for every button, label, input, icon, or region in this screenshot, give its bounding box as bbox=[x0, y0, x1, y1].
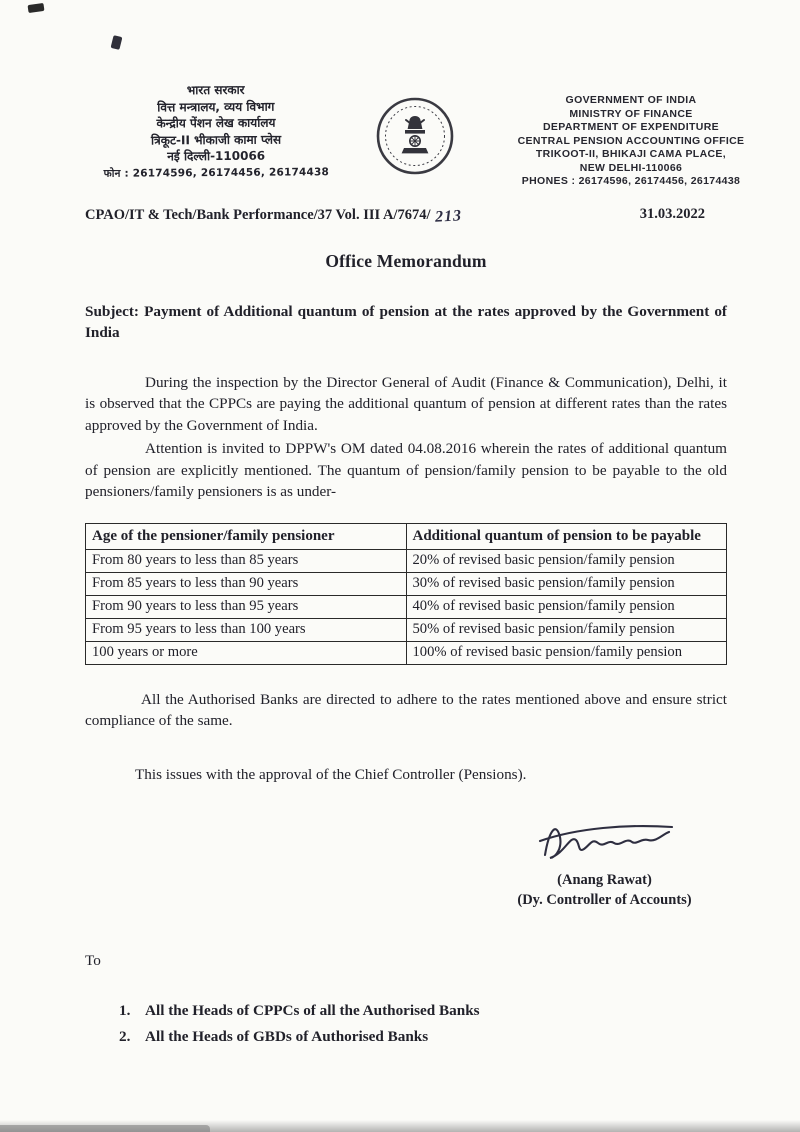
letterhead-hindi-block bbox=[92, 81, 341, 182]
pension-rates-table bbox=[85, 523, 727, 665]
english-line: PHONES : 26174596, 26174456, 26174438 bbox=[521, 175, 741, 187]
list-item bbox=[119, 1024, 727, 1050]
english-line: TRIKOOT-II, BHIKAJI CAMA PLACE, bbox=[535, 148, 727, 160]
letterhead-english-block bbox=[490, 82, 772, 189]
hindi-line: नई दिल्ली-110066 bbox=[167, 148, 266, 164]
english-line: CENTRAL PENSION ACCOUNTING OFFICE bbox=[517, 134, 745, 147]
age-cell: From 80 years to less than 85 years bbox=[86, 549, 407, 572]
page-title: Office Memorandum bbox=[325, 250, 487, 271]
memo-date: 31.03.2022 bbox=[639, 205, 705, 222]
scan-edge-shadow bbox=[0, 1120, 800, 1132]
table-row bbox=[86, 641, 727, 664]
reference-row bbox=[85, 206, 727, 224]
quantum-cell: 40% of revised basic pension/family pension bbox=[406, 595, 727, 618]
table-row bbox=[86, 572, 727, 595]
reference-number-text: CPAO/IT & Tech/Bank Performance/37 Vol. III A/7674/ bbox=[85, 206, 431, 223]
body-paragraph-2: Attention is invited to DPPW's OM dated 04.08.2016 wherein the rates of additional quantum of pension are explicitly mentioned. The quantum of pension/family pension to be payable to the old pensioners/family pensioners is as under- bbox=[85, 440, 727, 500]
recipients-label: To bbox=[85, 952, 101, 969]
age-cell: From 90 years to less than 95 years bbox=[86, 595, 407, 618]
signature-block bbox=[482, 811, 727, 910]
hindi-line: वित्त मन्त्रालय, व्यय विभाग bbox=[157, 99, 275, 114]
national-emblem-icon bbox=[375, 96, 455, 181]
column-header-age: Age of the pensioner/family pensioner bbox=[86, 523, 407, 549]
body-paragraph-3: All the Authorised Banks are directed to adhere to the rates mentioned above and ensure strict compliance of the same. bbox=[85, 690, 727, 729]
age-cell: 100 years or more bbox=[86, 641, 407, 664]
emblem-container bbox=[340, 82, 490, 181]
quantum-cell: 30% of revised basic pension/family pension bbox=[406, 572, 727, 595]
signatory-designation: (Dy. Controller of Accounts) bbox=[517, 892, 692, 908]
hindi-line: त्रिकूट-II भीकाजी कामा प्लेस bbox=[150, 132, 282, 147]
body-paragraph-1: During the inspection by the Director General of Audit (Finance & Communication), Delhi, it is observed that the CPPCs are paying the additional quantum of pension at different rates than the rates approved by the Government of India. bbox=[85, 373, 727, 434]
english-line: NEW DELHI-110066 bbox=[579, 161, 683, 174]
recipients-list bbox=[119, 998, 727, 1050]
list-item-text: All the Heads of CPPCs of all the Authorised Banks bbox=[145, 1002, 480, 1019]
reference-number bbox=[85, 206, 462, 224]
signatory-name: (Anang Rawat) bbox=[557, 872, 652, 888]
table-row bbox=[86, 595, 727, 618]
list-item-number: 1. bbox=[119, 1002, 131, 1019]
quantum-cell: 100% of revised basic pension/family pension bbox=[406, 641, 727, 664]
age-cell: From 95 years to less than 100 years bbox=[86, 618, 407, 641]
english-line: GOVERNMENT OF INDIA bbox=[565, 94, 697, 106]
age-cell: From 85 years to less than 90 years bbox=[86, 572, 407, 595]
table-row bbox=[86, 549, 727, 572]
handwritten-signature-icon bbox=[482, 811, 727, 868]
table-row bbox=[86, 618, 727, 641]
hindi-line: भारत सरकार bbox=[186, 82, 245, 98]
list-item-number: 2. bbox=[119, 1028, 131, 1045]
subject-line: Subject: Payment of Additional quantum of pension at the rates approved by the Government of India bbox=[85, 302, 727, 341]
list-item bbox=[119, 998, 727, 1024]
memo-content bbox=[85, 206, 727, 1051]
body-paragraph-4: This issues with the approval of the Chief Controller (Pensions). bbox=[135, 765, 527, 783]
hindi-phone-line: फोन : 26174596, 26174456, 26174438 bbox=[103, 165, 330, 180]
english-line: DEPARTMENT OF EXPENDITURE bbox=[543, 121, 719, 133]
hindi-line: केन्द्रीय पेंशन लेख कार्यालय bbox=[156, 115, 276, 131]
table-header-row bbox=[86, 523, 727, 549]
column-header-quantum: Additional quantum of pension to be payable bbox=[406, 523, 727, 549]
english-line: MINISTRY OF FINANCE bbox=[569, 107, 693, 120]
quantum-cell: 20% of revised basic pension/family pension bbox=[406, 549, 727, 572]
letterhead bbox=[0, 0, 800, 189]
handwritten-dispatch-number: 213 bbox=[435, 206, 463, 226]
list-item-text: All the Heads of GBDs of Authorised Banks bbox=[145, 1028, 429, 1045]
quantum-cell: 50% of revised basic pension/family pension bbox=[406, 618, 727, 641]
